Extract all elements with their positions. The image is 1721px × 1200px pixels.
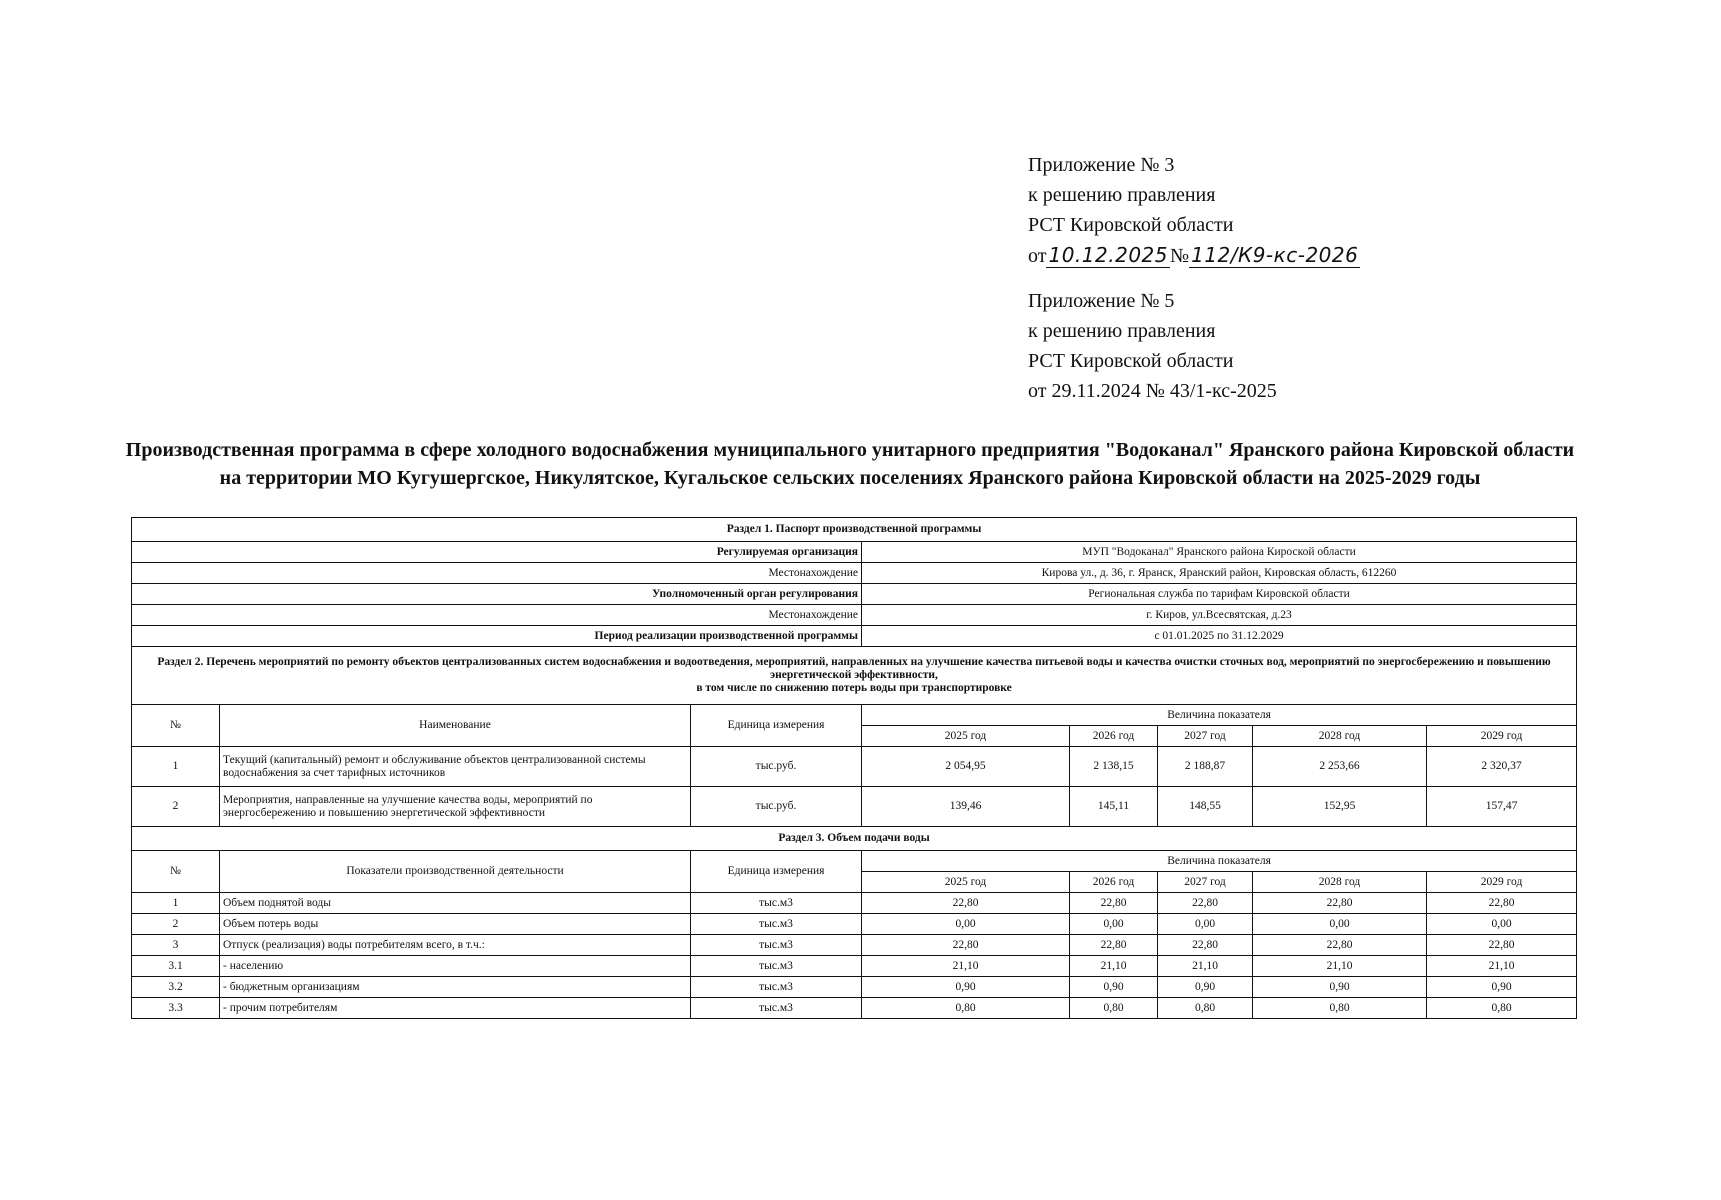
value-cell: 22,80: [1070, 935, 1158, 956]
section-2-title-line: в том числе по снижению потерь воды при транспортировке: [696, 682, 1012, 694]
section-2-title-line: Раздел 2. Перечень мероприятий по ремонту объектов централизованных систем водоснабжения и водоотведения, мероприятий, направленных на улучшение качества питьевой воды и качества очистки сточных вод, мероприятий по энергосбережению и повышению энергетической эффективности,: [157, 656, 1551, 681]
volume-row: [132, 935, 1577, 956]
unit-cell: тыс.м3: [691, 914, 862, 935]
year-header: 2026 год: [1070, 726, 1158, 747]
value-cell: 22,80: [862, 935, 1070, 956]
passport-value: Региональная служба по тарифам Кировской области: [862, 584, 1577, 605]
col-name-header: Наименование: [220, 705, 691, 747]
column-header-row: [132, 851, 1577, 872]
program-table: [131, 517, 1577, 1019]
passport-label: Период реализации производственной программы: [132, 626, 862, 647]
passport-row: [132, 584, 1577, 605]
value-cell: 21,10: [862, 956, 1070, 977]
section-3-title: Раздел 3. Объем подачи воды: [132, 827, 1577, 851]
value-cell: 0,90: [1158, 977, 1253, 998]
indicator-name: - бюджетным организациям: [220, 977, 691, 998]
value-cell: 22,80: [1427, 893, 1577, 914]
unit-cell: тыс.м3: [691, 998, 862, 1019]
row-number: 3.3: [132, 998, 220, 1019]
value-cell: 2 054,95: [862, 747, 1070, 787]
appendix-previous-block: [1028, 286, 1277, 406]
volume-row: [132, 956, 1577, 977]
col-name-header: Показатели производственной деятельности: [220, 851, 691, 893]
value-cell: 152,95: [1253, 787, 1427, 827]
passport-row: [132, 542, 1577, 563]
value-cell: 21,10: [1427, 956, 1577, 977]
passport-label: Регулируемая организация: [132, 542, 862, 563]
section-title-row: [132, 518, 1577, 542]
passport-value: МУП "Водоканал" Яранского района Кироской области: [862, 542, 1577, 563]
volume-row: [132, 893, 1577, 914]
value-cell: 22,80: [1427, 935, 1577, 956]
value-cell: 22,80: [1253, 935, 1427, 956]
unit-cell: тыс.руб.: [691, 747, 862, 787]
value-cell: 0,90: [1427, 977, 1577, 998]
col-unit-header: Единица измерения: [691, 851, 862, 893]
unit-cell: тыс.руб.: [691, 787, 862, 827]
value-cell: 0,80: [1158, 998, 1253, 1019]
row-number: 3.2: [132, 977, 220, 998]
passport-row: [132, 626, 1577, 647]
passport-label: Местонахождение: [132, 563, 862, 584]
row-number: 1: [132, 893, 220, 914]
value-cell: 22,80: [1158, 893, 1253, 914]
indicator-name: Объем потерь воды: [220, 914, 691, 935]
row-number: 2: [132, 787, 220, 827]
row-number: 2: [132, 914, 220, 935]
year-header: 2027 год: [1158, 726, 1253, 747]
measure-name: Текущий (капитальный) ремонт и обслуживание объектов централизованной системы водоснабжения за счет тарифных источников: [220, 747, 691, 787]
volume-row: [132, 914, 1577, 935]
value-cell: 139,46: [862, 787, 1070, 827]
value-cell: 0,00: [1070, 914, 1158, 935]
value-cell: 0,80: [1427, 998, 1577, 1019]
appendix-current-block: [1028, 150, 1360, 271]
value-cell: 145,11: [1070, 787, 1158, 827]
year-header: 2028 год: [1253, 726, 1427, 747]
value-cell: 2 188,87: [1158, 747, 1253, 787]
column-header-row: [132, 705, 1577, 726]
measure-row: [132, 747, 1577, 787]
value-cell: 22,80: [1253, 893, 1427, 914]
measure-row: [132, 787, 1577, 827]
col-no-header: №: [132, 705, 220, 747]
row-number: 1: [132, 747, 220, 787]
value-cell: 0,00: [1427, 914, 1577, 935]
row-number: 3.1: [132, 956, 220, 977]
indicator-name: Отпуск (реализация) воды потребителям всего, в т.ч.:: [220, 935, 691, 956]
value-cell: 148,55: [1158, 787, 1253, 827]
indicator-name: - населению: [220, 956, 691, 977]
value-cell: 2 253,66: [1253, 747, 1427, 787]
value-cell: 2 138,15: [1070, 747, 1158, 787]
value-cell: 0,90: [1070, 977, 1158, 998]
appendix-number: Приложение № 5: [1028, 290, 1175, 312]
from-prefix: от: [1028, 245, 1047, 267]
year-header: 2029 год: [1427, 726, 1577, 747]
value-cell: 0,80: [1070, 998, 1158, 1019]
year-header: 2028 год: [1253, 872, 1427, 893]
col-unit-header: Единица измерения: [691, 705, 862, 747]
passport-value: с 01.01.2025 по 31.12.2029: [862, 626, 1577, 647]
year-header: 2025 год: [862, 726, 1070, 747]
unit-cell: тыс.м3: [691, 893, 862, 914]
decision-date-line: [1028, 240, 1360, 271]
value-cell: 0,00: [862, 914, 1070, 935]
value-cell: 0,80: [1253, 998, 1427, 1019]
passport-label: Уполномоченный орган регулирования: [132, 584, 862, 605]
measure-name: Мероприятия, направленные на улучшение качества воды, мероприятий по энергосбережению и повышению энергетической эффективности: [220, 787, 691, 827]
indicator-name: - прочим потребителям: [220, 998, 691, 1019]
year-header: 2029 год: [1427, 872, 1577, 893]
value-cell: 0,00: [1158, 914, 1253, 935]
section-title-row: [132, 647, 1577, 705]
value-cell: 21,10: [1158, 956, 1253, 977]
value-cell: 0,90: [1253, 977, 1427, 998]
value-cell: 157,47: [1427, 787, 1577, 827]
col-value-header: Величина показателя: [862, 705, 1577, 726]
document-title: Производственная программа в сфере холодного водоснабжения муниципального унитарного предприятия "Водоканал" Яранского района Кировской области на территории МО Кугушергское, Никулятское, Кугальское сельских поселениях Яранского района Кировской области на 2025-2029 годы: [125, 439, 1575, 489]
year-header: 2027 год: [1158, 872, 1253, 893]
handwritten-date: 10.12.2025: [1048, 243, 1168, 267]
row-number: 3: [132, 935, 220, 956]
authority-line: РСТ Кировской области: [1028, 214, 1234, 236]
passport-label: Местонахождение: [132, 605, 862, 626]
number-prefix: №: [1170, 245, 1190, 267]
handwritten-number: 112/К9-кс-2026: [1191, 243, 1359, 267]
value-cell: 22,80: [1070, 893, 1158, 914]
section-2-title: [132, 647, 1577, 705]
section-title-row: [132, 827, 1577, 851]
unit-cell: тыс.м3: [691, 977, 862, 998]
unit-cell: тыс.м3: [691, 935, 862, 956]
value-cell: 21,10: [1070, 956, 1158, 977]
value-cell: 0,00: [1253, 914, 1427, 935]
col-no-header: №: [132, 851, 220, 893]
authority-line: РСТ Кировской области: [1028, 350, 1234, 372]
decision-date-line: от 29.11.2024 № 43/1-кс-2025: [1028, 380, 1277, 402]
value-cell: 21,10: [1253, 956, 1427, 977]
volume-row: [132, 998, 1577, 1019]
decision-line: к решению правления: [1028, 184, 1216, 206]
passport-row: [132, 563, 1577, 584]
col-value-header: Величина показателя: [862, 851, 1577, 872]
value-cell: 0,90: [862, 977, 1070, 998]
passport-value: г. Киров, ул.Всесвятская, д.23: [862, 605, 1577, 626]
volume-row: [132, 977, 1577, 998]
value-cell: 22,80: [862, 893, 1070, 914]
value-cell: 22,80: [1158, 935, 1253, 956]
passport-value: Кирова ул., д. 36, г. Яранск, Яранский район, Кировская область, 612260: [862, 563, 1577, 584]
unit-cell: тыс.м3: [691, 956, 862, 977]
value-cell: 2 320,37: [1427, 747, 1577, 787]
appendix-number: Приложение № 3: [1028, 154, 1175, 176]
section-1-title: Раздел 1. Паспорт производственной программы: [132, 518, 1577, 542]
passport-row: [132, 605, 1577, 626]
year-header: 2026 год: [1070, 872, 1158, 893]
year-header: 2025 год: [862, 872, 1070, 893]
indicator-name: Объем поднятой воды: [220, 893, 691, 914]
value-cell: 0,80: [862, 998, 1070, 1019]
decision-line: к решению правления: [1028, 320, 1216, 342]
